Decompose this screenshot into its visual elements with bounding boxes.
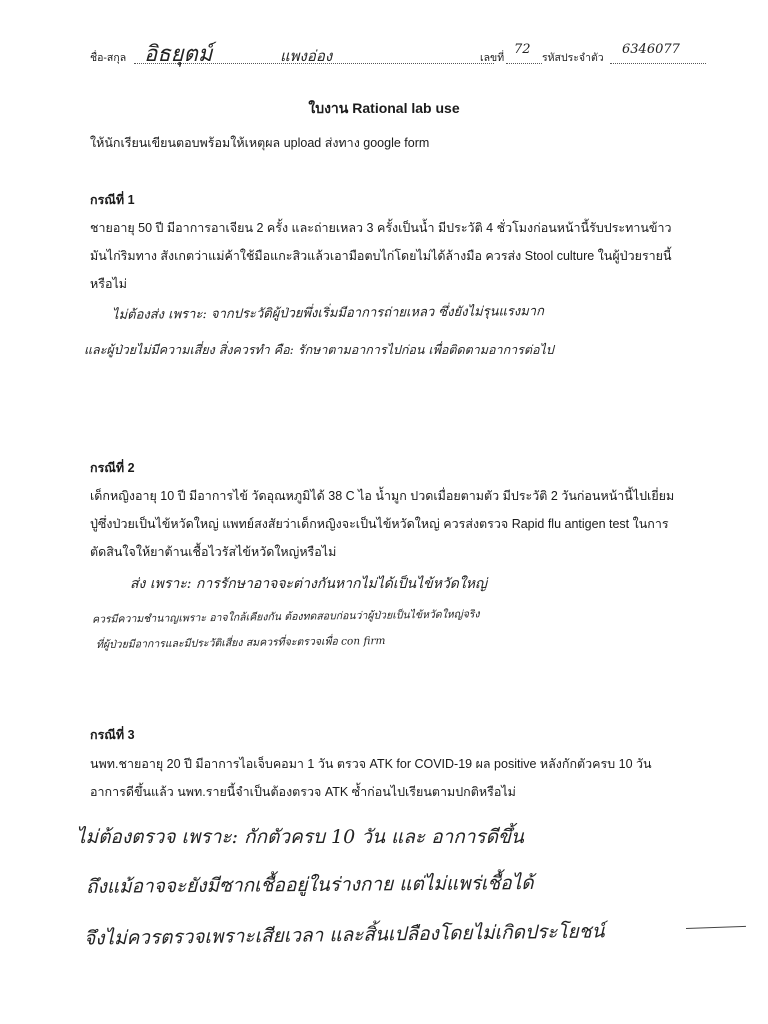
- case-1-question: [90, 214, 690, 298]
- case-3-line: นพท.ชายอายุ 20 ปี มีอาการไอเจ็บคอมา 1 วัน ตรวจ ATK for COVID-19 ผล positive หลังกักตัวครบ 10 วัน: [90, 757, 652, 771]
- instruction-text: ให้นักเรียนเขียนตอบพร้อมให้เหตุผล upload ส่งทาง google form: [90, 136, 430, 150]
- handwritten-id: 6346077: [622, 42, 680, 57]
- case-2-question: [90, 482, 690, 566]
- name-label: ชื่อ-สกุล: [90, 52, 127, 64]
- handwritten-surname: แพงอ่อง: [280, 47, 333, 65]
- number-dotted-line: [506, 63, 542, 64]
- number-label: เลขที่: [480, 52, 505, 64]
- case-2-answer-line: ควรมีความชำนาญเพราะ อาจใกล้เคียงกัน ต้องทดสอบก่อนว่าผู้ป่วยเป็นไข้หวัดใหญ่จริง: [91, 608, 480, 626]
- case-1-heading: กรณีที่ 1: [90, 193, 135, 207]
- case-2-answer-line: ที่ผู้ป่วยมีอาการและมีประวัติเสี่ยง สมควรที่จะตรวจเพื่อ con firm: [95, 634, 386, 652]
- id-label: รหัสประจำตัว: [542, 52, 604, 64]
- case-3-heading: กรณีที่ 3: [90, 728, 135, 742]
- case-2-line: ตัดสินใจให้ยาต้านเชื้อไวรัสไข้หวัดใหญ่หรือไม่: [90, 545, 337, 559]
- case-1-line: ชายอายุ 50 ปี มีอาการอาเจียน 2 ครั้ง และถ่ายเหลว 3 ครั้งเป็นน้ำ มีประวัติ 4 ชั่วโมงก่อนหน้านี้รับประทานข้าว: [90, 221, 672, 235]
- case-1-line: หรือไม่: [90, 277, 127, 291]
- case-3-question: [90, 750, 690, 806]
- worksheet-title: ใบงาน Rational lab use: [308, 100, 460, 116]
- case-3-answer-line: ถึงแม้อาจจะยังมีซากเชื้ออยู่ในร่างกาย แต่ไม่แพร่เชื้อได้: [85, 872, 534, 898]
- handwritten-name: อิธยุตม์: [144, 42, 213, 67]
- student-info-header: [90, 44, 710, 70]
- id-dotted-line: [610, 63, 706, 64]
- case-2-line: ปู่ซึ่งป่วยเป็นไข้หวัดใหญ่ แพทย์สงสัยว่าเด็กหญิงจะเป็นไข้หวัดใหญ่ ควรส่งตรวจ Rapid flu antigen test ในการ: [90, 517, 669, 531]
- case-3-line: อาการดีขึ้นแล้ว นพท.รายนี้จำเป็นต้องตรวจ ATK ซ้ำก่อนไปเรียนตามปกติหรือไม่: [90, 785, 516, 799]
- case-1-line: มันไก่ริมทาง สังเกตว่าแม่ค้าใช้มือแกะสิวแล้วเอามือตบไก่โดยไม่ได้ล้างมือ ควรส่ง Stool culture ในผู้ป่วยรายนี้: [90, 249, 672, 263]
- case-2-answer-line: ส่ง เพราะ: การรักษาอาจจะต่างกันหากไม่ได้เป็นไข้หวัดใหญ่: [130, 576, 487, 592]
- case-2-line: เด็กหญิงอายุ 10 ปี มีอาการไข้ วัดอุณหภูมิได้ 38 C ไอ น้ำมูก ปวดเมื่อยตามตัว มีประวัติ 2 วันก่อนหน้านี้ไปเยี่ยม: [90, 489, 675, 503]
- case-2-heading: กรณีที่ 2: [90, 461, 135, 475]
- case-1-answer-line: และผู้ป่วยไม่มีความเสี่ยง สิ่งควรทำ คือ: รักษาตามอาการไปก่อน เพื่อติดตามอาการต่อไป: [84, 342, 554, 357]
- case-3-answer-line: จึงไม่ควรตรวจเพราะเสียเวลา และสิ้นเปลืองโดยไม่เกิดประโยชน์: [83, 920, 605, 950]
- case-1-answer-line: ไม่ต้องส่ง เพราะ: จากประวัติผู้ป่วยพึ่งเริ่มมีอาการถ่ายเหลว ซึ่งยังไม่รุนแรงมาก: [111, 304, 545, 323]
- handwritten-number: 72: [514, 42, 531, 57]
- handwritten-stroke: [686, 926, 746, 929]
- case-3-answer-line: ไม่ต้องตรวจ เพราะ: กักตัวครบ 10 วัน และ อาการดีขึ้น: [76, 826, 524, 848]
